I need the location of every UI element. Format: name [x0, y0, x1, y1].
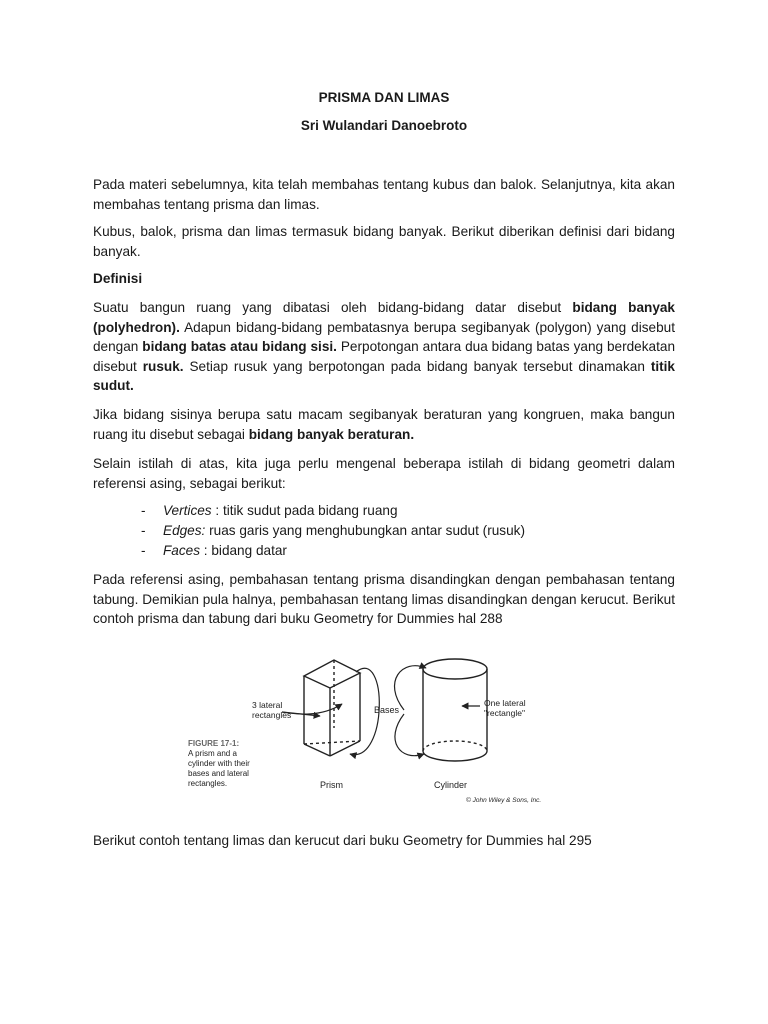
paragraph-regular-polyhedron [93, 405, 675, 444]
paragraph-prism-cylinder: Pada referensi asing, pembahasan tentang prisma disandingkan dengan pembahasan tentang tabung. Demikian pula halnya, pembahasan tentang limas disandingkan dengan kerucut. Berikut contoh prisma dan tabung dari buku Geometry for Dummies hal 288 [93, 572, 675, 627]
definition-text-1: Suatu bangun ruang yang dibatasi oleh bidang-bidang datar disebut [93, 300, 573, 315]
figure-copyright: © John Wiley & Sons, Inc. [466, 797, 542, 804]
paragraph-pyramid-cone: Berikut contoh tentang limas dan kerucut dari buku Geometry for Dummies hal 295 [93, 833, 592, 848]
definition-text-4: Setiap rusuk yang berpotongan pada bidang banyak tersebut dinamakan [183, 358, 651, 374]
figure-caption-line: A prism and a [188, 749, 237, 758]
figure-caption-line: cylinder with their [188, 759, 250, 768]
bullet-term: Vertices [163, 503, 212, 518]
bullet-desc: : bidang datar [200, 543, 287, 558]
term-bidang-sisi: bidang batas atau bidang sisi. [142, 339, 337, 355]
prism-shape [304, 660, 360, 756]
bullet-dash: - [141, 503, 146, 518]
paragraph-foreign-terms: Selain istilah di atas, kita juga perlu mengenal beberapa istilah di bidang geometri dalam referensi asing, sebagai berikut: [93, 456, 675, 491]
label-rectangles: rectangles [252, 710, 292, 720]
regular-text: Jika bidang sisinya berupa satu macam segibanyak beraturan yang kongruen, maka bangun ruang itu disebut sebagai [93, 407, 675, 442]
paragraph-definition [93, 298, 675, 396]
label-rectangle-quoted: "rectangle" [484, 708, 526, 718]
definition-text-2: Adapun bidang-bidang pembatasnya berupa segibanyak (polygon) yang disebut dengan [93, 319, 675, 355]
label-bases: Bases [374, 705, 400, 715]
label-cylinder: Cylinder [434, 780, 468, 790]
bullet-desc: ruas garis yang menghubungkan antar sudut (rusuk) [205, 523, 525, 538]
bullet-term: Edges: [163, 523, 206, 538]
bullet-dash: - [141, 523, 146, 538]
label-3-lateral: 3 lateral [252, 700, 283, 710]
document-author: Sri Wulandari Danoebroto [300, 118, 468, 133]
heading-definisi: Definisi [93, 271, 143, 286]
paragraph-intro: Pada materi sebelumnya, kita telah membahas tentang kubus dan balok. Selanjutnya, kita akan membahas tentang prisma dan limas. [93, 177, 675, 212]
document-title: PRISMA DAN LIMAS [318, 90, 450, 105]
definition-text-3: Perpotongan antara dua bidang batas yang berdekatan disebut [93, 339, 675, 374]
cylinder-shape [423, 659, 487, 761]
label-prism: Prism [320, 780, 343, 790]
bullet-dash: - [141, 543, 146, 558]
figure-caption-line: bases and lateral [188, 769, 249, 778]
figure-caption-title: FIGURE 17-1: [188, 739, 240, 748]
figure-prism-cylinder [170, 640, 580, 810]
paragraph-polyhedron-intro: Kubus, balok, prisma dan limas termasuk bidang banyak. Berikut diberikan definisi dari bidang banyak. [93, 224, 675, 259]
term-bidang-banyak-beraturan: bidang banyak beraturan. [248, 426, 415, 442]
bullet-term: Faces [163, 543, 201, 558]
term-titik-sudut: titik sudut. [93, 358, 675, 394]
figure-caption-line: rectangles. [188, 779, 228, 788]
term-bidang-banyak: bidang banyak (polyhedron). [93, 300, 675, 335]
bullet-desc: : titik sudut pada bidang ruang [211, 503, 398, 518]
label-one-lateral: One lateral [484, 698, 526, 708]
term-rusuk: rusuk. [142, 358, 184, 374]
